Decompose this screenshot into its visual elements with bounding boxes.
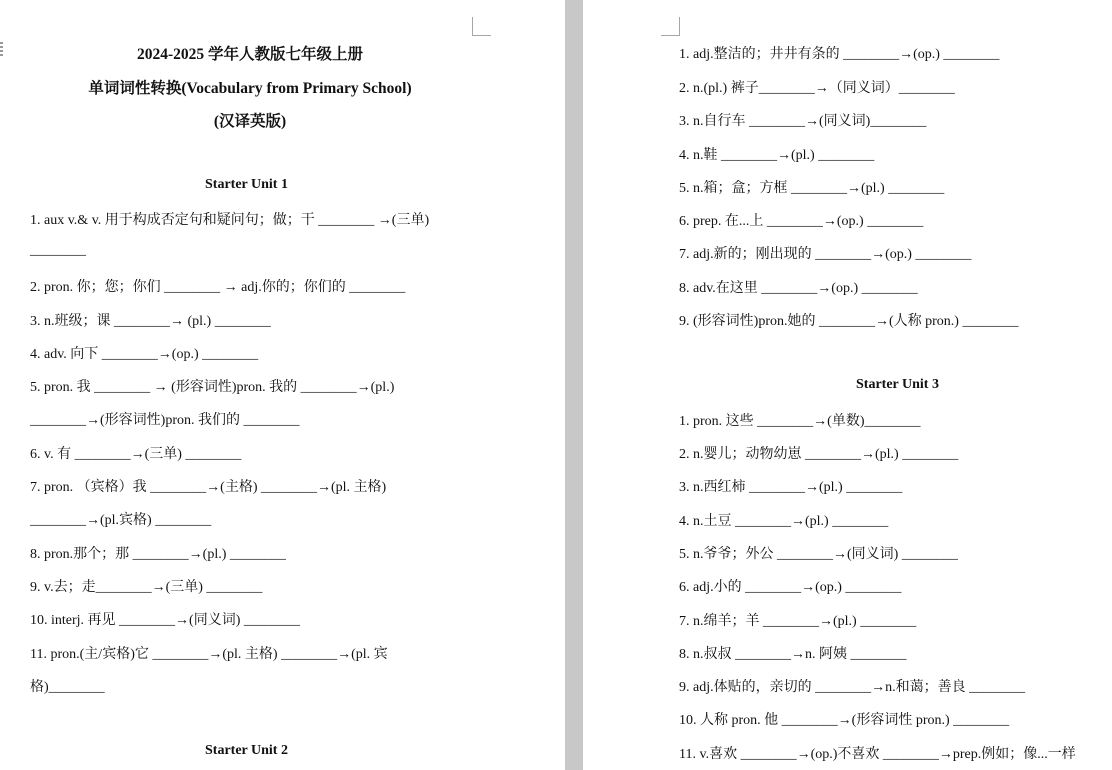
exercise-line: 2. n.(pl.) 裤子________→（同义词）________ bbox=[679, 81, 955, 96]
exercise-line: 3. n.西红柿 ________→(pl.) ________ bbox=[679, 480, 903, 495]
exercise-line: 8. adv.在这里 ________→(op.) ________ bbox=[679, 281, 918, 296]
exercise-line: 2. pron. 你；您；你们 ________ → adj.你的；你们的 ________ bbox=[30, 280, 406, 295]
doc-subtitle: 单词词性转换(Vocabulary from Primary School) bbox=[88, 80, 412, 97]
exercise-line: 9. (形容词性)pron.她的 ________→(人称 pron.) ________ bbox=[679, 314, 1019, 329]
exercise-line: 2. n.婴儿；动物幼崽 ________→(pl.) ________ bbox=[679, 447, 959, 462]
document-page-right bbox=[583, 0, 1112, 770]
exercise-line: 8. n.叔叔 ________→n. 阿姨 ________ bbox=[679, 647, 907, 662]
exercise-line: 3. n.班级；课 ________→ (pl.) ________ bbox=[30, 314, 271, 329]
doc-version: (汉译英版) bbox=[213, 113, 287, 130]
exercise-line: 10. interj. 再见 ________→(同义词) ________ bbox=[30, 613, 300, 628]
unit-heading: Starter Unit 2 bbox=[205, 743, 288, 758]
exercise-line: 4. n.鞋 ________→(pl.) ________ bbox=[679, 148, 875, 163]
exercise-line: 7. n.绵羊；羊 ________→(pl.) ________ bbox=[679, 614, 917, 629]
unit-heading: Starter Unit 3 bbox=[856, 377, 939, 392]
exercise-line: 5. n.爷爷；外公 ________→(同义词) ________ bbox=[679, 547, 958, 562]
exercise-line: 9. adj.体贴的，亲切的 ________→n.和蔼；善良 ________ bbox=[679, 680, 1026, 695]
doc-title: 2024-2025 学年人教版七年级上册 bbox=[136, 46, 364, 63]
exercise-line: 6. v. 有 ________→(三单) ________ bbox=[30, 447, 242, 462]
exercise-line: 11. v.喜欢 ________→(op.)不喜欢 ________→prep.例如；像...一样 bbox=[679, 747, 1076, 762]
exercise-line: 10. 人称 pron. 他 ________→(形容词性 pron.) ________ bbox=[679, 713, 1010, 728]
exercise-line: 格)________ bbox=[30, 680, 105, 695]
exercise-line: 1. adj.整洁的；井井有条的 ________→(op.) ________ bbox=[679, 47, 1000, 62]
exercise-line: 5. pron. 我 ________ → (形容词性)pron. 我的 ________→(pl.) bbox=[30, 380, 395, 395]
exercise-line: 3. n.自行车 ________→(同义词)________ bbox=[679, 114, 927, 129]
exercise-line: 1. pron. 这些 ________→(单数)________ bbox=[679, 414, 921, 429]
exercise-line: 5. n.箱；盒；方框 ________→(pl.) ________ bbox=[679, 181, 945, 196]
exercise-line: 6. adj.小的 ________→(op.) ________ bbox=[679, 580, 902, 595]
exercise-line: 6. prep. 在...上 ________→(op.) ________ bbox=[679, 214, 924, 229]
exercise-line: 1. aux v.& v. 用于构成否定句和疑问句；做；干 ________ →(三单) bbox=[30, 213, 430, 228]
exercise-line: 4. n.土豆 ________→(pl.) ________ bbox=[679, 514, 889, 529]
exercise-line: 7. adj.新的；刚出现的 ________→(op.) ________ bbox=[679, 247, 972, 262]
exercise-line: 4. adv. 向下 ________→(op.) ________ bbox=[30, 347, 259, 362]
crop-mark bbox=[472, 17, 491, 36]
exercise-line: 7. pron. （宾格）我 ________→(主格) ________→(pl. 主格) bbox=[30, 480, 387, 495]
exercise-line: 8. pron.那个；那 ________→(pl.) ________ bbox=[30, 547, 286, 562]
crop-mark bbox=[661, 17, 680, 36]
unit-heading: Starter Unit 1 bbox=[205, 177, 288, 192]
exercise-line: ________→(形容词性)pron. 我们的 ________ bbox=[30, 413, 300, 428]
exercise-line: ________→(pl.宾格) ________ bbox=[30, 513, 212, 528]
exercise-line: 9. v.去；走________→(三单) ________ bbox=[30, 580, 263, 595]
exercise-line: ________ bbox=[30, 243, 86, 258]
exercise-line: 11. pron.(主/宾格)它 ________→(pl. 主格) ________→(pl. 宾 bbox=[30, 647, 388, 662]
